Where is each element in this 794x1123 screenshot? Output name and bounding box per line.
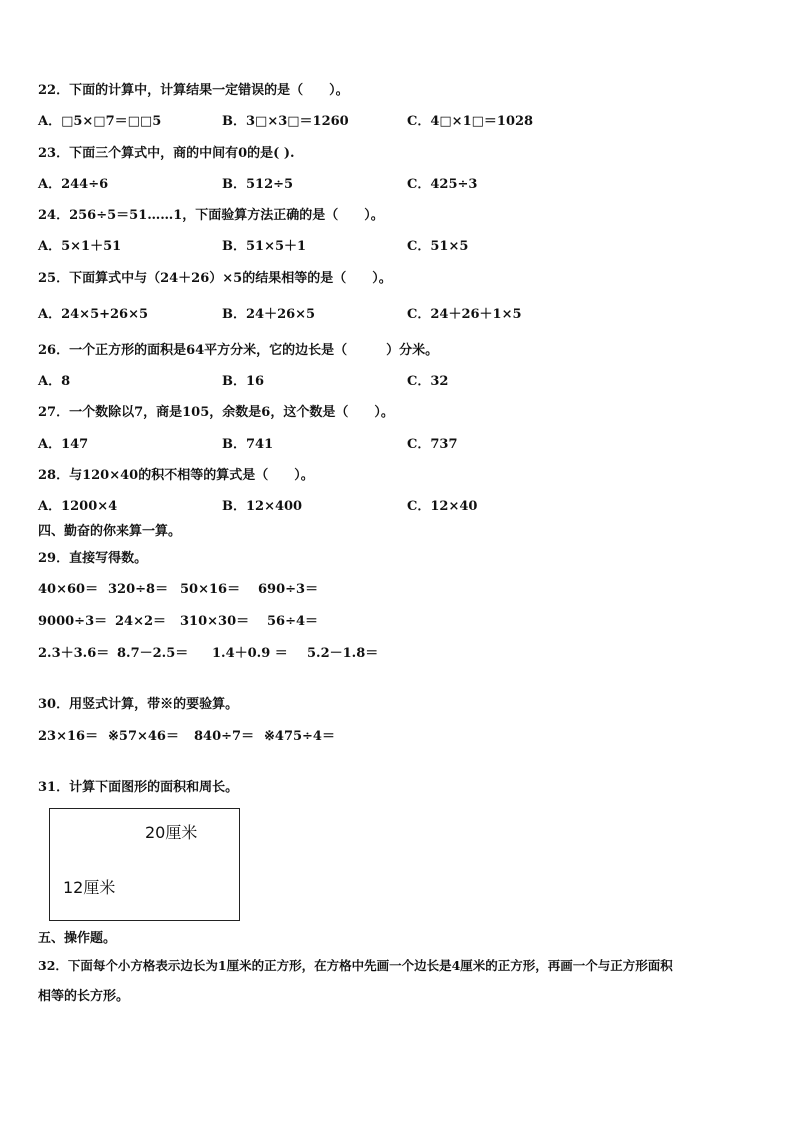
mental-math-item: 40×60＝	[38, 582, 99, 597]
question-22-option-c: C．4□×1□＝1028	[407, 114, 534, 129]
question-28-option-a: A．1200×4	[38, 499, 118, 514]
section-5-title: 五、操作题。	[38, 931, 117, 946]
vertical-calc-item: 840÷7＝	[194, 729, 255, 744]
question-32-line-2: 相等的长方形。	[38, 989, 130, 1004]
question-27-stem: 27．一个数除以7，商是105，余数是6，这个数是（ ）。	[38, 405, 394, 420]
mental-math-item: 2.3＋3.6＝	[38, 646, 110, 661]
question-27-option-c: C．737	[407, 437, 458, 452]
question-22-option-b: B．3□×3□＝1260	[222, 114, 349, 129]
question-22-stem: 22．下面的计算中，计算结果一定错误的是（ ）。	[38, 83, 349, 98]
question-27-option-b: B．741	[222, 437, 274, 452]
question-23-option-a: A．244÷6	[38, 177, 109, 192]
question-23-stem: 23．下面三个算式中，商的中间有0的是( ).	[38, 146, 295, 161]
question-27-option-a: A．147	[38, 437, 89, 452]
mental-math-item: 56÷4＝	[267, 614, 319, 629]
mental-math-item: 8.7－2.5＝	[117, 646, 189, 661]
mental-math-item: 690÷3＝	[258, 582, 319, 597]
length-label: 20厘米	[145, 823, 198, 842]
mental-math-item: 310×30＝	[180, 614, 250, 629]
question-26-stem: 26．一个正方形的面积是64平方分米，它的边长是（ ）分米。	[38, 343, 439, 358]
vertical-calc-item: ※57×46＝	[108, 729, 179, 744]
question-24-option-b: B．51×5＋1	[222, 239, 307, 254]
vertical-calc-item: 23×16＝	[38, 729, 99, 744]
question-24-option-a: A．5×1＋51	[38, 239, 122, 254]
question-29-stem: 29．直接写得数。	[38, 551, 148, 566]
width-label: 12厘米	[63, 878, 116, 897]
mental-math-item: 1.4＋0.9 ＝	[212, 646, 288, 661]
question-30-stem: 30．用竖式计算，带※的要验算。	[38, 697, 239, 712]
question-24-stem: 24．256÷5＝51……1，下面验算方法正确的是（ ）。	[38, 208, 384, 223]
question-31-stem: 31．计算下面图形的面积和周长。	[38, 780, 239, 795]
mental-math-item: 320÷8＝	[108, 582, 169, 597]
question-25-option-b: B．24＋26×5	[222, 307, 316, 322]
question-32-line-1: 32．下面每个小方格表示边长为1厘米的正方形，在方格中先画一个边长是4厘米的正方形，再画一个与正方形面积	[38, 958, 673, 973]
question-22-option-a: A．□5×□7＝□□5	[38, 114, 162, 129]
mental-math-item: 5.2－1.8＝	[307, 646, 379, 661]
vertical-calc-item: ※475÷4＝	[264, 729, 335, 744]
mental-math-item: 9000÷3＝	[38, 614, 108, 629]
section-4-title: 四、勤奋的你来算一算。	[38, 524, 182, 539]
question-28-option-c: C．12×40	[407, 499, 478, 514]
rectangle-figure	[49, 808, 240, 921]
mental-math-item: 24×2＝	[115, 614, 167, 629]
question-25-option-a: A．24×5+26×5	[38, 307, 149, 322]
question-24-option-c: C．51×5	[407, 239, 469, 254]
question-25-stem: 25．下面算式中与（24＋26）×5的结果相等的是（ ）。	[38, 271, 392, 286]
question-25-option-c: C．24＋26＋1×5	[407, 307, 522, 322]
question-23-option-b: B．512÷5	[222, 177, 294, 192]
mental-math-item: 50×16＝	[180, 582, 241, 597]
question-23-option-c: C．425÷3	[407, 177, 478, 192]
question-28-option-b: B．12×400	[222, 499, 303, 514]
question-26-option-c: C．32	[407, 374, 449, 389]
question-26-option-a: A．8	[38, 374, 71, 389]
question-28-stem: 28．与120×40的积不相等的算式是（ ）。	[38, 468, 314, 483]
question-26-option-b: B．16	[222, 374, 265, 389]
